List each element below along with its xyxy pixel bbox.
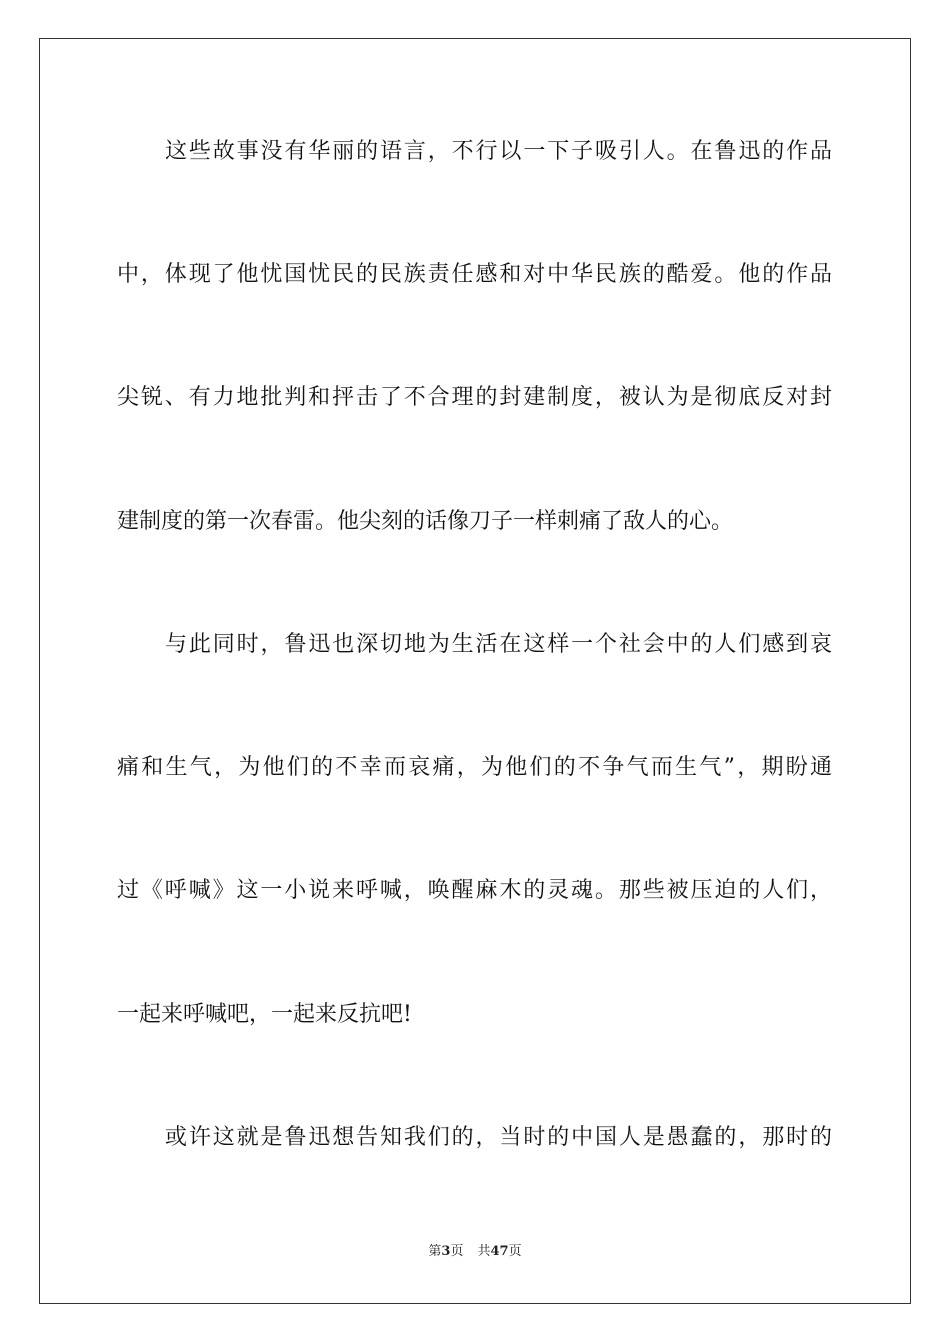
total-prefix: 共 bbox=[477, 1244, 491, 1259]
page-suffix: 页 bbox=[450, 1244, 464, 1259]
paragraph-line-1: 这些故事没有华丽的语言，不行以一下子吸引人。在鲁迅的作品 bbox=[165, 139, 832, 164]
page-border bbox=[39, 38, 911, 1304]
paragraph-line-8: 一起来呼喊吧，一起来反抗吧! bbox=[117, 1002, 412, 1027]
total-suffix: 页 bbox=[508, 1244, 522, 1259]
paragraph-line-5: 与此同时，鲁迅也深切地为生活在这样一个社会中的人们感到哀 bbox=[165, 632, 832, 657]
paragraph-line-6: 痛和生气，为他们的不幸而哀痛，为他们的不争气而生气”，期盼通 bbox=[117, 755, 832, 780]
paragraph-line-4: 建制度的第一次春雷。他尖刻的话像刀子一样刺痛了敌人的心。 bbox=[117, 509, 734, 534]
paragraph-line-3: 尖锐、有力地批判和抨击了不合理的封建制度，被认为是彻底反对封 bbox=[117, 385, 832, 410]
page-prefix: 第 bbox=[428, 1244, 442, 1259]
paragraph-line-2: 中，体现了他忧国忧民的民族责任感和对中华民族的酷爱。他的作品 bbox=[117, 262, 832, 287]
paragraph-line-7: 过《呼喊》这一小说来呼喊，唤醒麻木的灵魂。那些被压迫的人们， bbox=[117, 878, 832, 903]
page-number: 3 bbox=[441, 1244, 451, 1259]
page-footer bbox=[0, 1243, 950, 1261]
paragraph-line-9: 或许这就是鲁迅想告知我们的，当时的中国人是愚蠢的，那时的 bbox=[165, 1125, 832, 1150]
total-pages: 47 bbox=[490, 1244, 509, 1259]
